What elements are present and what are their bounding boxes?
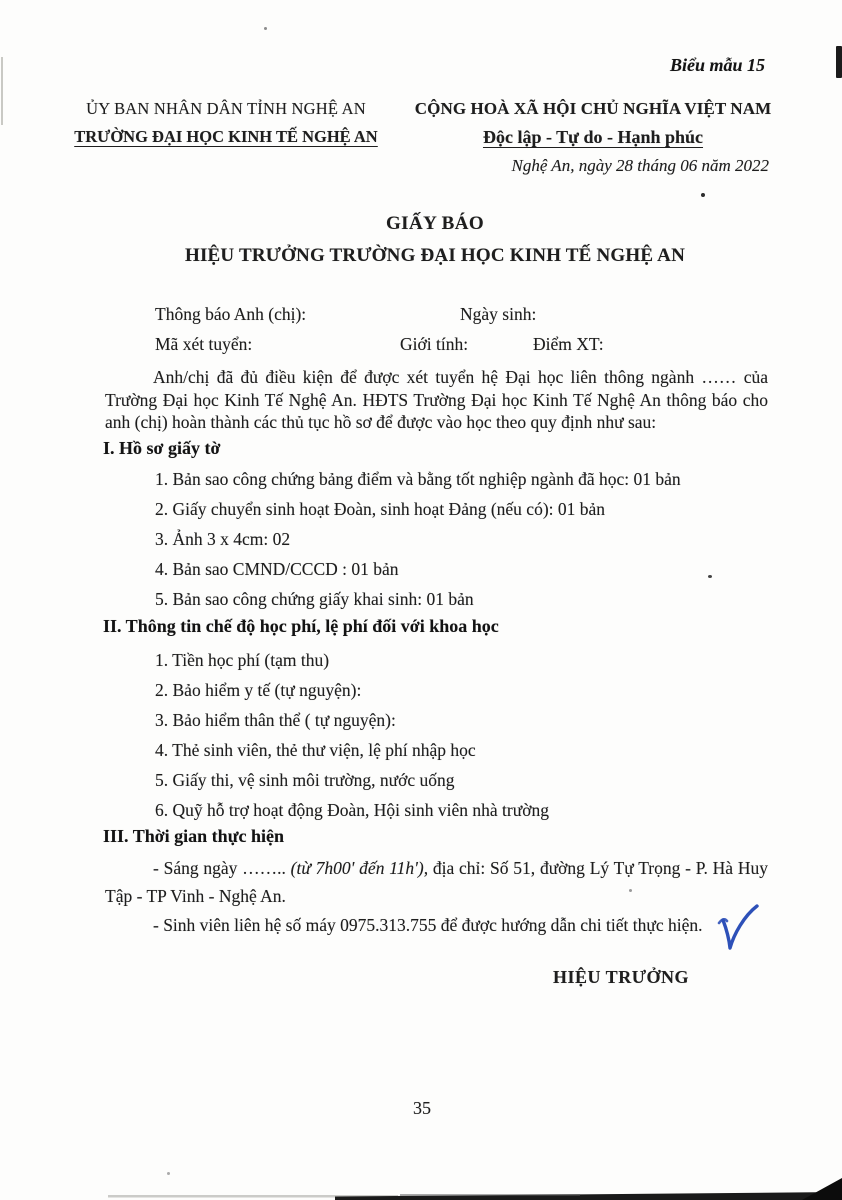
section2-list <box>155 645 549 825</box>
list-item: 5. Bản sao công chứng giấy khai sinh: 01 bản <box>155 589 474 609</box>
list-item: 2. Bảo hiểm y tế (tự nguyện): <box>155 680 362 700</box>
scan-edge-artifact-top-right <box>836 46 842 78</box>
section1-list <box>155 464 681 614</box>
field-label-admission-code: Mã xét tuyển: <box>155 334 253 354</box>
list-item: 1. Tiền học phí (tạm thu) <box>155 650 330 670</box>
national-header-block <box>413 99 773 176</box>
list-item: 4. Bản sao CMND/CCCD : 01 bản <box>155 559 399 579</box>
section3-heading: III. Thời gian thực hiện <box>103 826 284 846</box>
schedule-time-italic: (từ 7h00' đến 11h'), <box>290 858 429 878</box>
schedule-text-prefix: - Sáng ngày …….. <box>153 858 291 878</box>
list-item: 5. Giấy thi, vệ sinh môi trường, nước uống <box>155 770 455 790</box>
school-name: TRƯỜNG ĐẠI HỌC KINH TẾ NGHỆ AN <box>74 127 378 146</box>
list-item: 6. Quỹ hỗ trợ hoạt động Đoàn, Hội sinh viên nhà trường <box>155 800 549 820</box>
contact-phone-line: - Sinh viên liên hệ số máy 0975.313.755 để được hướng dẫn chi tiết thực hiện. <box>153 915 703 935</box>
scan-speck <box>629 889 632 892</box>
list-item: 2. Giấy chuyển sinh hoạt Đoàn, sinh hoạt Đảng (nếu có): 01 bản <box>155 499 606 519</box>
field-label-notify: Thông báo Anh (chị): <box>155 304 307 324</box>
document-title-block <box>105 213 765 267</box>
title-line2: HIỆU TRƯỞNG TRƯỜNG ĐẠI HỌC KINH TẾ NGHỆ AN <box>184 245 685 266</box>
authority-name: ỦY BAN NHÂN DÂN TỈNH NGHỆ AN <box>86 99 366 118</box>
scan-speck <box>708 575 712 578</box>
scan-speck <box>264 27 267 30</box>
schedule-address: địa chỉ: Số 51, đường Lý Tự Trọng - P. Hà Huy Tập - TP Vinh - Nghệ An. <box>105 858 768 906</box>
national-title: CỘNG HOÀ XÃ HỘI CHỦ NGHĨA VIỆT NAM <box>414 99 772 118</box>
intro-paragraph: Anh/chị đã đủ điều kiện để được xét tuyển hệ Đại học liên thông ngành …… của Trường Đại học Kinh Tế Nghệ An. HĐTS Trường Đại học Kinh Tế Nghệ An thông báo cho anh (chị) hoàn thành các thủ tục hồ sơ để được vào học theo quy định như sau: <box>105 367 768 432</box>
list-item: 3. Ảnh 3 x 4cm: 02 <box>155 529 291 549</box>
title-line1: GIẤY BÁO <box>385 213 485 234</box>
scan-edge-artifact-left <box>1 57 3 125</box>
field-label-score: Điểm XT: <box>533 334 604 354</box>
field-label-gender: Giới tính: <box>400 334 469 354</box>
national-motto: Độc lập - Tự do - Hạnh phúc <box>482 127 704 147</box>
list-item: 1. Bản sao công chứng bảng điểm và bằng tốt nghiệp ngành đã học: 01 bản <box>155 469 681 489</box>
scan-bottom-edge-bar <box>0 1170 842 1200</box>
section2-heading: II. Thông tin chế độ học phí, lệ phí đối với khoa học <box>103 616 499 636</box>
scan-speck <box>701 193 705 197</box>
issuing-authority-block <box>58 99 394 147</box>
list-item: 4. Thẻ sinh viên, thẻ thư viện, lệ phí nhập học <box>155 740 476 760</box>
section3-schedule-paragraph <box>105 855 768 910</box>
pen-checkmark <box>716 903 760 959</box>
date-line: Nghệ An, ngày 28 tháng 06 năm 2022 <box>511 156 769 175</box>
form-number-label: Biểu mẫu 15 <box>669 55 765 75</box>
page-number: 35 <box>413 1098 431 1118</box>
list-item: 3. Bảo hiểm thân thể ( tự nguyện): <box>155 710 396 730</box>
field-label-dob: Ngày sinh: <box>460 304 537 324</box>
section1-heading: I. Hồ sơ giấy tờ <box>103 438 221 458</box>
signature-title: HIỆU TRƯỞNG <box>553 967 690 987</box>
